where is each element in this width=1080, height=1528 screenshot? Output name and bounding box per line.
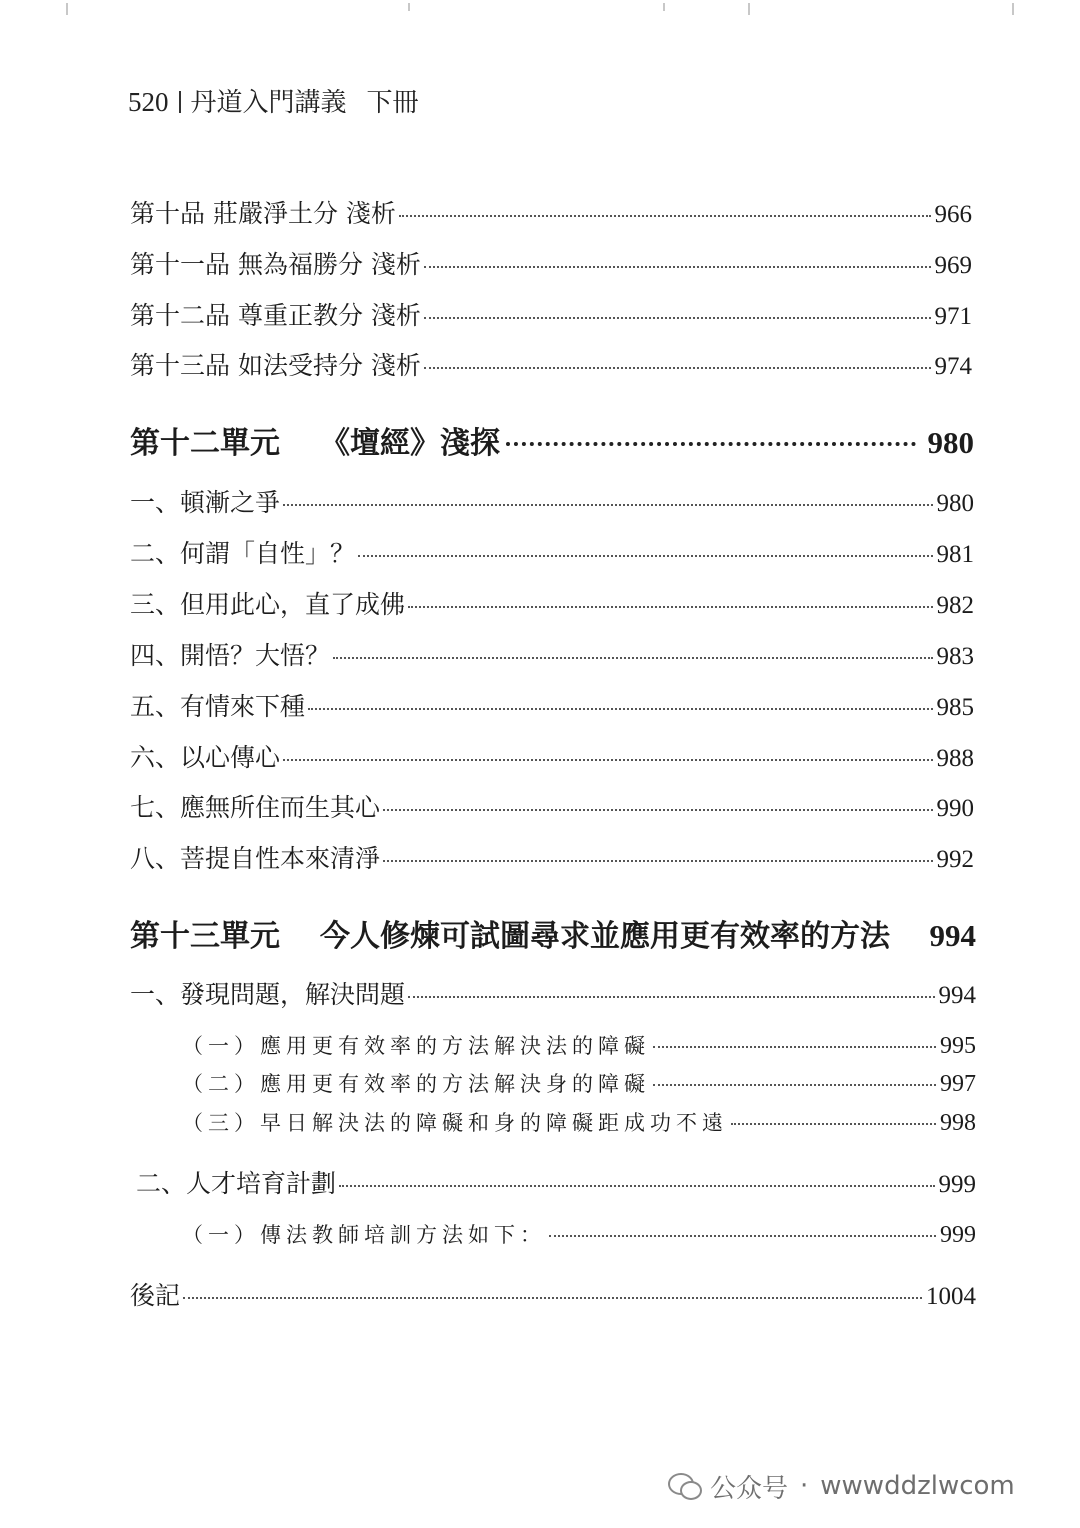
toc-entry[interactable] — [130, 296, 972, 336]
toc-entry-label: 六、以心傳心 — [130, 743, 281, 772]
toc-entry-page: 992 — [936, 846, 974, 873]
toc-entry[interactable] — [130, 788, 974, 828]
running-head — [128, 82, 419, 123]
toc-entry-label: 後記 — [130, 1281, 181, 1310]
toc-entry-label: 二、何謂「自性」？ — [130, 539, 356, 568]
toc-entry[interactable] — [136, 1164, 976, 1204]
toc-subentry[interactable] — [182, 1103, 976, 1143]
dot-leader — [424, 317, 931, 319]
toc-entry-page: 983 — [936, 643, 974, 670]
toc-entry-page: 1004 — [926, 1283, 976, 1310]
dot-leader — [653, 1084, 936, 1086]
dot-leader — [383, 860, 932, 862]
watermark-separator: · — [800, 1471, 809, 1501]
toc-subentry-label: （一）應用更有效率的方法解決法的障礙 — [182, 1034, 650, 1058]
dot-leader — [653, 1046, 936, 1048]
toc-entry-label: 第十三品 如法受持分 淺析 — [130, 351, 421, 380]
dot-leader — [358, 555, 932, 557]
toc-entry[interactable] — [130, 839, 974, 879]
toc-entry-page: 981 — [936, 541, 974, 568]
toc-entry-label: 四、開悟？大悟？ — [130, 641, 331, 670]
toc-entry-label: 二、人才培育計劃 — [136, 1169, 337, 1198]
dot-leader — [333, 657, 932, 659]
chapter-number: 第十二單元 — [130, 426, 280, 461]
chapter-page: 980 — [927, 425, 974, 460]
toc-entry[interactable] — [130, 687, 974, 727]
toc-entry-label: 七、應無所住而生其心 — [130, 793, 381, 822]
chapter-heading-unit13[interactable] — [130, 916, 976, 956]
dot-leader — [408, 996, 934, 998]
toc-entry[interactable] — [130, 738, 974, 778]
toc-entry[interactable] — [130, 636, 974, 676]
toc-entry-page: 985 — [936, 694, 974, 721]
toc-entry-label: 五、有情來下種 — [130, 692, 306, 721]
dot-leader — [383, 809, 932, 811]
dot-leader — [424, 266, 931, 268]
book-title: 丹道入門講義 — [190, 88, 347, 118]
dot-leader — [731, 1123, 936, 1125]
toc-subentry-page: 995 — [940, 1033, 976, 1059]
volume-label: 下冊 — [366, 88, 419, 118]
toc-entry[interactable] — [130, 975, 976, 1015]
page-number: 520 — [128, 87, 169, 117]
toc-entry-page: 990 — [936, 795, 974, 822]
toc-subentry-page: 998 — [940, 1110, 976, 1136]
toc-entry-label: 第十一品 無為福勝分 淺析 — [130, 250, 421, 279]
watermark-account: wwwddzlwcom — [820, 1471, 1015, 1501]
toc-entry-label: 一、發現問題，解決問題 — [130, 980, 406, 1009]
toc-entry-page: 966 — [934, 201, 972, 228]
dot-leader — [308, 708, 932, 710]
toc-entry[interactable] — [130, 194, 972, 234]
chapter-title: 今人修煉可試圖尋求並應用更有效率的方法 — [320, 919, 890, 954]
chapter-heading-unit12[interactable] — [130, 423, 974, 463]
toc-entry[interactable] — [130, 534, 974, 574]
wechat-icon — [668, 1471, 702, 1501]
toc-entry-page: 982 — [936, 592, 974, 619]
watermark — [668, 1466, 1015, 1506]
toc-entry-afterword[interactable] — [130, 1276, 976, 1316]
toc-entry[interactable] — [130, 346, 972, 386]
toc-entry-label: 一、頓漸之爭 — [130, 488, 281, 517]
chapter-number: 第十三單元 — [130, 919, 280, 954]
toc-entry[interactable] — [130, 483, 974, 523]
toc-entry-page: 974 — [934, 353, 972, 380]
toc-entry-page: 988 — [936, 745, 974, 772]
chapter-title: 《壇經》淺探 — [320, 426, 500, 461]
toc-entry[interactable] — [130, 585, 974, 625]
dot-leader — [339, 1185, 934, 1187]
dot-leader — [399, 215, 931, 217]
toc-entry-label: 八、菩提自性本來清淨 — [130, 844, 381, 873]
dot-leader — [549, 1235, 936, 1237]
toc-subentry-page: 999 — [940, 1222, 976, 1248]
toc-entry-page: 994 — [938, 982, 976, 1009]
dot-leader — [283, 504, 932, 506]
dot-leader — [183, 1297, 922, 1299]
toc-subentry-page: 997 — [940, 1071, 976, 1097]
dot-leader — [283, 759, 932, 761]
header-divider — [179, 91, 181, 113]
toc-entry[interactable] — [130, 245, 972, 285]
toc-subentry-label: （三）早日解決法的障礙和身的障礙距成功不遠 — [182, 1111, 728, 1135]
chapter-page: 994 — [929, 918, 976, 953]
toc-subentry[interactable] — [182, 1026, 976, 1066]
toc-entry-page: 999 — [938, 1171, 976, 1198]
watermark-brand: 公众号 — [710, 1473, 789, 1504]
toc-subentry-label: （一）傳法教師培訓方法如下： — [182, 1223, 546, 1247]
toc-subentry-label: （二）應用更有效率的方法解決身的障礙 — [182, 1072, 650, 1096]
toc-entry-label: 第十二品 尊重正教分 淺析 — [130, 301, 421, 330]
dot-leader — [408, 606, 932, 608]
toc-entry-page: 980 — [936, 490, 974, 517]
toc-entry-page: 969 — [934, 252, 972, 279]
dot-leader — [424, 367, 931, 369]
toc-subentry[interactable] — [182, 1064, 976, 1104]
scan-edge-marks — [0, 0, 1080, 20]
toc-entry-label: 第十品 莊嚴淨土分 淺析 — [130, 199, 396, 228]
dot-leader — [506, 442, 916, 446]
toc-entry-label: 三、但用此心，直了成佛 — [130, 590, 406, 619]
toc-entry-page: 971 — [934, 303, 972, 330]
toc-subentry[interactable] — [182, 1215, 976, 1255]
